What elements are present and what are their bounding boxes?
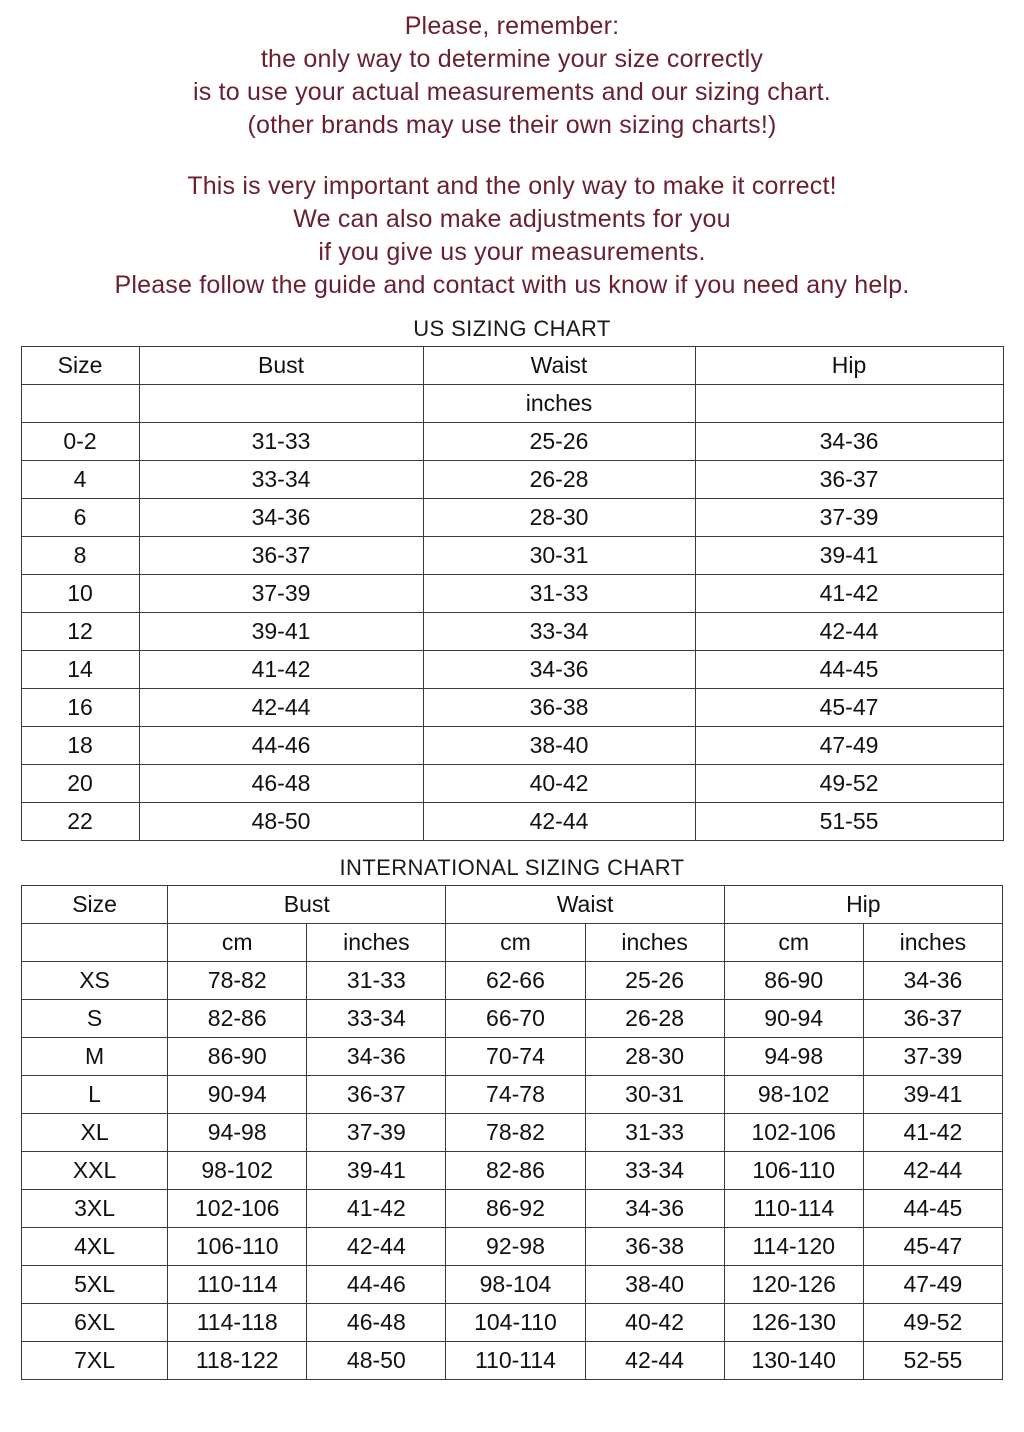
cell-hip-cm: 126-130 <box>724 1304 863 1342</box>
cell-waist: 40-42 <box>423 765 695 803</box>
cell-hip-cm: 90-94 <box>724 1000 863 1038</box>
table-row <box>21 461 1003 499</box>
cell-waist-inches: 31-33 <box>585 1114 724 1152</box>
cell-bust: 37-39 <box>139 575 423 613</box>
cell-bust-inches: 36-37 <box>307 1076 446 1114</box>
table-row <box>21 423 1003 461</box>
cell-waist: 30-31 <box>423 537 695 575</box>
cell-hip: 51-55 <box>695 803 1003 841</box>
cell-waist-cm: 110-114 <box>446 1342 585 1380</box>
cell-bust: 42-44 <box>139 689 423 727</box>
cell-hip-inches: 47-49 <box>863 1266 1002 1304</box>
cell-hip: 42-44 <box>695 613 1003 651</box>
cell-bust-cm: 78-82 <box>168 962 307 1000</box>
subheader-hip-inches: inches <box>863 924 1002 962</box>
table-row <box>22 962 1003 1000</box>
table-subheader-row <box>22 924 1003 962</box>
cell-hip-cm: 98-102 <box>724 1076 863 1114</box>
cell-hip-inches: 34-36 <box>863 962 1002 1000</box>
intro-line: This is very important and the only way to make it correct! <box>187 172 837 200</box>
cell-waist-cm: 98-104 <box>446 1266 585 1304</box>
cell-bust-inches: 34-36 <box>307 1038 446 1076</box>
cell-waist: 34-36 <box>423 651 695 689</box>
cell-hip-cm: 114-120 <box>724 1228 863 1266</box>
table-row <box>21 727 1003 765</box>
table-row <box>21 499 1003 537</box>
cell-bust: 36-37 <box>139 537 423 575</box>
cell-waist-inches: 38-40 <box>585 1266 724 1304</box>
unit-label-inches: inches <box>423 385 695 423</box>
cell-waist-cm: 70-74 <box>446 1038 585 1076</box>
cell-bust: 41-42 <box>139 651 423 689</box>
intro-line: is to use your actual measurements and our sizing chart. <box>193 78 831 106</box>
cell-hip-inches: 49-52 <box>863 1304 1002 1342</box>
cell-bust-inches: 48-50 <box>307 1342 446 1380</box>
cell-waist-inches: 33-34 <box>585 1152 724 1190</box>
cell-size: L <box>22 1076 168 1114</box>
cell-waist-cm: 104-110 <box>446 1304 585 1342</box>
cell-waist-cm: 62-66 <box>446 962 585 1000</box>
cell-waist-inches: 42-44 <box>585 1342 724 1380</box>
cell-size: 3XL <box>22 1190 168 1228</box>
cell-waist-inches: 28-30 <box>585 1038 724 1076</box>
cell-hip: 49-52 <box>695 765 1003 803</box>
table-row <box>22 1190 1003 1228</box>
column-header-bust: Bust <box>139 347 423 385</box>
cell-hip: 34-36 <box>695 423 1003 461</box>
cell-waist-inches: 40-42 <box>585 1304 724 1342</box>
cell-bust-inches: 42-44 <box>307 1228 446 1266</box>
column-header-bust: Bust <box>168 886 446 924</box>
cell-size: 16 <box>21 689 139 727</box>
cell-bust-cm: 102-106 <box>168 1190 307 1228</box>
cell-bust-inches: 31-33 <box>307 962 446 1000</box>
cell-bust-cm: 82-86 <box>168 1000 307 1038</box>
cell-waist: 26-28 <box>423 461 695 499</box>
column-header-size: Size <box>22 886 168 924</box>
cell-hip: 45-47 <box>695 689 1003 727</box>
cell-size: 6 <box>21 499 139 537</box>
cell-size: 8 <box>21 537 139 575</box>
unit-blank-cell <box>21 385 139 423</box>
intro-line: (other brands may use their own sizing charts!) <box>247 111 777 139</box>
subheader-bust-cm: cm <box>168 924 307 962</box>
cell-hip: 44-45 <box>695 651 1003 689</box>
cell-hip-cm: 102-106 <box>724 1114 863 1152</box>
cell-bust-cm: 106-110 <box>168 1228 307 1266</box>
cell-bust: 31-33 <box>139 423 423 461</box>
cell-size: 6XL <box>22 1304 168 1342</box>
cell-waist-inches: 34-36 <box>585 1190 724 1228</box>
unit-blank-cell <box>695 385 1003 423</box>
table-row <box>21 803 1003 841</box>
cell-bust-cm: 90-94 <box>168 1076 307 1114</box>
cell-hip-inches: 39-41 <box>863 1076 1002 1114</box>
cell-hip: 47-49 <box>695 727 1003 765</box>
intro-spacer <box>14 142 1010 170</box>
cell-waist-inches: 30-31 <box>585 1076 724 1114</box>
cell-hip-inches: 41-42 <box>863 1114 1002 1152</box>
cell-bust: 33-34 <box>139 461 423 499</box>
cell-hip-inches: 37-39 <box>863 1038 1002 1076</box>
table-row <box>22 1228 1003 1266</box>
cell-waist-cm: 74-78 <box>446 1076 585 1114</box>
cell-hip-inches: 44-45 <box>863 1190 1002 1228</box>
cell-bust-inches: 41-42 <box>307 1190 446 1228</box>
subheader-waist-cm: cm <box>446 924 585 962</box>
us-chart-title: US SIZING CHART <box>413 316 611 341</box>
cell-bust-cm: 118-122 <box>168 1342 307 1380</box>
cell-hip-cm: 106-110 <box>724 1152 863 1190</box>
cell-bust-inches: 33-34 <box>307 1000 446 1038</box>
intro-line: Please follow the guide and contact with us know if you need any help. <box>114 271 910 299</box>
cell-bust-inches: 44-46 <box>307 1266 446 1304</box>
intro-line: We can also make adjustments for you <box>293 205 731 233</box>
column-header-waist: Waist <box>446 886 724 924</box>
cell-hip: 36-37 <box>695 461 1003 499</box>
cell-size: 10 <box>21 575 139 613</box>
cell-hip-inches: 36-37 <box>863 1000 1002 1038</box>
table-row <box>22 1000 1003 1038</box>
cell-waist-cm: 78-82 <box>446 1114 585 1152</box>
cell-size: 7XL <box>22 1342 168 1380</box>
cell-size: 18 <box>21 727 139 765</box>
table-row <box>21 575 1003 613</box>
cell-waist: 33-34 <box>423 613 695 651</box>
us-sizing-table <box>21 346 1004 841</box>
cell-hip: 37-39 <box>695 499 1003 537</box>
subheader-waist-inches: inches <box>585 924 724 962</box>
cell-waist-inches: 36-38 <box>585 1228 724 1266</box>
table-row <box>21 651 1003 689</box>
cell-waist: 31-33 <box>423 575 695 613</box>
cell-waist: 38-40 <box>423 727 695 765</box>
table-row <box>22 1038 1003 1076</box>
cell-size: XS <box>22 962 168 1000</box>
cell-waist-cm: 92-98 <box>446 1228 585 1266</box>
cell-bust: 48-50 <box>139 803 423 841</box>
cell-size: 20 <box>21 765 139 803</box>
cell-waist: 36-38 <box>423 689 695 727</box>
cell-size: XL <box>22 1114 168 1152</box>
cell-hip-inches: 52-55 <box>863 1342 1002 1380</box>
table-row <box>22 1152 1003 1190</box>
table-row <box>21 613 1003 651</box>
subheader-blank-cell <box>22 924 168 962</box>
cell-bust-inches: 46-48 <box>307 1304 446 1342</box>
column-header-hip: Hip <box>724 886 1002 924</box>
international-sizing-table <box>21 885 1003 1380</box>
table-row <box>22 1076 1003 1114</box>
table-row <box>22 1266 1003 1304</box>
cell-size: 14 <box>21 651 139 689</box>
column-header-waist: Waist <box>423 347 695 385</box>
cell-bust-cm: 98-102 <box>168 1152 307 1190</box>
cell-bust-cm: 86-90 <box>168 1038 307 1076</box>
subheader-bust-inches: inches <box>307 924 446 962</box>
cell-bust: 39-41 <box>139 613 423 651</box>
cell-bust-cm: 94-98 <box>168 1114 307 1152</box>
cell-bust: 34-36 <box>139 499 423 537</box>
cell-waist-cm: 86-92 <box>446 1190 585 1228</box>
table-unit-row <box>21 385 1003 423</box>
cell-bust-inches: 39-41 <box>307 1152 446 1190</box>
cell-size: XXL <box>22 1152 168 1190</box>
cell-bust-inches: 37-39 <box>307 1114 446 1152</box>
table-row <box>22 1114 1003 1152</box>
cell-size: 4XL <box>22 1228 168 1266</box>
table-row <box>21 537 1003 575</box>
cell-hip-cm: 130-140 <box>724 1342 863 1380</box>
cell-waist: 25-26 <box>423 423 695 461</box>
cell-hip-cm: 110-114 <box>724 1190 863 1228</box>
cell-waist: 28-30 <box>423 499 695 537</box>
intro-text <box>14 10 1010 302</box>
cell-hip-inches: 45-47 <box>863 1228 1002 1266</box>
cell-hip-cm: 94-98 <box>724 1038 863 1076</box>
cell-waist-inches: 25-26 <box>585 962 724 1000</box>
cell-size: 22 <box>21 803 139 841</box>
cell-bust-cm: 114-118 <box>168 1304 307 1342</box>
cell-hip-inches: 42-44 <box>863 1152 1002 1190</box>
cell-bust: 44-46 <box>139 727 423 765</box>
cell-waist-cm: 66-70 <box>446 1000 585 1038</box>
table-header-row <box>22 886 1003 924</box>
cell-waist-cm: 82-86 <box>446 1152 585 1190</box>
cell-size: 12 <box>21 613 139 651</box>
cell-hip-cm: 86-90 <box>724 962 863 1000</box>
cell-waist-inches: 26-28 <box>585 1000 724 1038</box>
subheader-hip-cm: cm <box>724 924 863 962</box>
cell-size: 0-2 <box>21 423 139 461</box>
table-row <box>21 689 1003 727</box>
table-row <box>22 1304 1003 1342</box>
cell-waist: 42-44 <box>423 803 695 841</box>
intro-line: if you give us your measurements. <box>318 238 706 266</box>
table-header-row <box>21 347 1003 385</box>
cell-hip: 39-41 <box>695 537 1003 575</box>
cell-size: 4 <box>21 461 139 499</box>
column-header-hip: Hip <box>695 347 1003 385</box>
table-row <box>21 765 1003 803</box>
unit-blank-cell <box>139 385 423 423</box>
cell-size: M <box>22 1038 168 1076</box>
cell-size: 5XL <box>22 1266 168 1304</box>
cell-bust-cm: 110-114 <box>168 1266 307 1304</box>
cell-hip-cm: 120-126 <box>724 1266 863 1304</box>
intl-chart-title: INTERNATIONAL SIZING CHART <box>339 855 685 880</box>
cell-hip: 41-42 <box>695 575 1003 613</box>
cell-size: S <box>22 1000 168 1038</box>
cell-bust: 46-48 <box>139 765 423 803</box>
column-header-size: Size <box>21 347 139 385</box>
intro-line: the only way to determine your size correctly <box>260 45 764 73</box>
table-row <box>22 1342 1003 1380</box>
intro-line: Please, remember: <box>404 12 620 40</box>
